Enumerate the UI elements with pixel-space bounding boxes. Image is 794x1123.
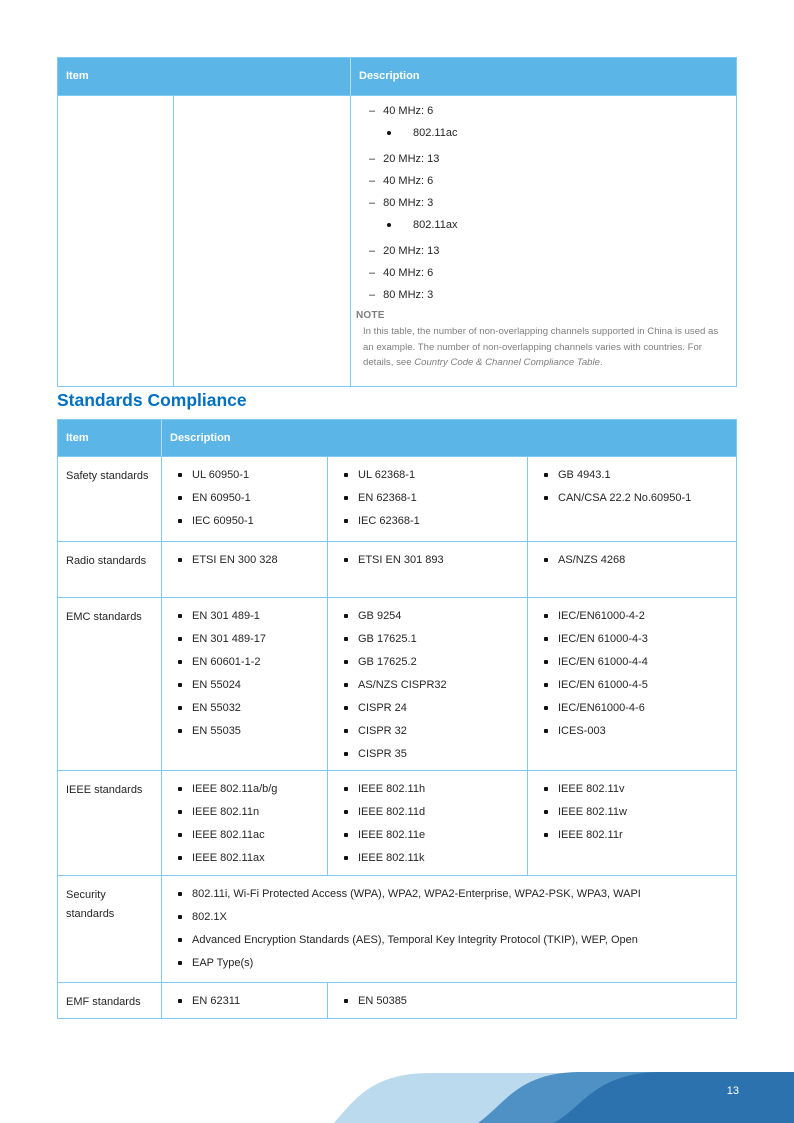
bullet-icon (178, 683, 182, 687)
description-column (528, 771, 736, 875)
standard-item-label: EN 62311 (192, 995, 241, 1007)
dash-icon: – (369, 175, 376, 187)
note-label: NOTE (356, 310, 385, 321)
list-item (369, 152, 724, 166)
description-column (528, 542, 736, 597)
bullet-icon (344, 729, 348, 733)
bullet-icon (178, 706, 182, 710)
standard-item (178, 655, 323, 669)
description-column (328, 542, 528, 597)
description-column (528, 598, 736, 770)
standard-item-label: IEEE 802.11e (358, 829, 426, 841)
standard-item (344, 468, 523, 482)
standard-item-label: IEC/EN61000-4-6 (558, 702, 645, 714)
standard-item-label: ETSI EN 301 893 (358, 554, 444, 566)
table-row (58, 770, 736, 875)
bullet-icon (544, 787, 548, 791)
bullet-icon (344, 706, 348, 710)
bullet-icon (178, 496, 182, 500)
row-description (162, 598, 736, 770)
bullet-icon (344, 683, 348, 687)
standard-item-label: EN 55032 (192, 702, 241, 714)
bullet-icon (544, 660, 548, 664)
note-text-after: . (599, 357, 603, 368)
standard-item-label: IEC/EN 61000-4-4 (558, 656, 648, 668)
standard-item (544, 632, 732, 646)
bullet-icon (344, 660, 348, 664)
table-row (58, 456, 736, 541)
bullet-icon (344, 856, 348, 860)
bullet-icon (544, 637, 548, 641)
description-column (328, 983, 736, 1018)
row-description (162, 771, 736, 875)
standards-compliance-table (57, 419, 737, 1019)
dash-icon: – (369, 105, 376, 117)
standard-item-label: GB 17625.2 (358, 656, 417, 668)
table1-description-cell (351, 96, 736, 386)
list-item-label: 40 MHz: 6 (383, 175, 434, 187)
standard-item (344, 805, 523, 819)
standard-item-label: IEC/EN61000-4-2 (558, 610, 645, 622)
standard-item (544, 655, 732, 669)
standard-item-label: EN 60950-1 (192, 492, 251, 504)
standard-item (544, 828, 732, 842)
standard-item-label: UL 62368-1 (358, 469, 416, 481)
table-row (58, 875, 736, 982)
bullet-icon (544, 496, 548, 500)
standard-item (344, 655, 523, 669)
list-item-label: 20 MHz: 13 (383, 153, 440, 165)
row-description (162, 876, 736, 982)
list-item (387, 218, 724, 232)
standard-item (178, 701, 323, 715)
list-item-label: 40 MHz: 6 (383, 105, 434, 117)
standard-item-label: GB 9254 (358, 610, 402, 622)
standard-item (344, 632, 523, 646)
standard-item-label: IEEE 802.11a/b/g (192, 783, 278, 795)
row-item-label: IEEE standards (58, 771, 162, 875)
standard-item (178, 887, 732, 901)
list-item-label: 80 MHz: 3 (383, 289, 434, 301)
standard-item (178, 828, 323, 842)
note-text-before: In this table, the number of non-overlapping channels supported in China is used as an example. The number of non-overlapping channels varies with countries. For details, see (363, 326, 719, 368)
list-item-label: 802.11ax (413, 219, 458, 231)
column-header-description: Description (359, 70, 420, 82)
description-column (328, 771, 528, 875)
dash-icon: – (369, 245, 376, 257)
bullet-icon (178, 961, 182, 965)
description-column (162, 457, 328, 541)
bullet-icon (387, 131, 391, 135)
standard-item (178, 994, 323, 1008)
row-item-label: Radio standards (58, 542, 162, 597)
standard-item-label: IEEE 802.11r (558, 829, 623, 841)
standard-item (544, 678, 732, 692)
standard-item-label: CISPR 35 (358, 748, 407, 760)
row-item-label: EMC standards (58, 598, 162, 770)
description-column (528, 457, 736, 541)
note-text-italic: Country Code & Channel Compliance Table (414, 357, 600, 368)
bullet-icon (178, 637, 182, 641)
channels-table-body (58, 95, 736, 386)
standard-item-label: ICES-003 (558, 725, 606, 737)
bullet-icon (178, 519, 182, 523)
list-item-label: 20 MHz: 13 (383, 245, 440, 257)
standard-item-label: CISPR 24 (358, 702, 407, 714)
row-item-label: EMF standards (58, 983, 162, 1018)
standard-item-label: EN 50385 (358, 995, 407, 1007)
standard-item-label: EN 55035 (192, 725, 241, 737)
standard-item (344, 782, 523, 796)
standard-item (544, 491, 732, 505)
standard-item (544, 782, 732, 796)
standard-item (544, 805, 732, 819)
bullet-icon (178, 915, 182, 919)
bullet-icon (344, 787, 348, 791)
standard-item (178, 609, 323, 623)
table-row (58, 597, 736, 770)
standard-item-label: IEC/EN 61000-4-5 (558, 679, 648, 691)
bullet-icon (544, 473, 548, 477)
bullet-icon (178, 810, 182, 814)
channel-list (356, 104, 724, 302)
standard-item (178, 956, 732, 970)
standard-item (344, 724, 523, 738)
bullet-icon (178, 892, 182, 896)
list-item (369, 288, 724, 302)
standard-item-label: 802.1X (192, 911, 227, 923)
bullet-icon (178, 856, 182, 860)
bullet-icon (178, 938, 182, 942)
standard-item (344, 701, 523, 715)
standard-item-label: GB 4943.1 (558, 469, 611, 481)
list-item (369, 104, 724, 118)
standard-item (344, 609, 523, 623)
description-column (328, 457, 528, 541)
standard-item (544, 724, 732, 738)
bullet-icon (344, 558, 348, 562)
standard-item-label: 802.11i, Wi-Fi Protected Access (WPA), WPA2, WPA2-Enterprise, WPA2-PSK, WPA3, WAPI (192, 888, 641, 900)
standard-item (344, 553, 523, 567)
channels-table (57, 57, 737, 387)
standard-item-label: CISPR 32 (358, 725, 407, 737)
standards-table-header (58, 420, 736, 456)
standard-item-label: ETSI EN 300 328 (192, 554, 278, 566)
standard-item-label: EN 62368-1 (358, 492, 417, 504)
standard-item-label: IEEE 802.11d (358, 806, 426, 818)
bullet-icon (544, 614, 548, 618)
standard-item-label: IEC 60950-1 (192, 515, 254, 527)
bullet-icon (178, 787, 182, 791)
standard-item (178, 553, 323, 567)
standard-item (544, 553, 732, 567)
column-header-item: Item (66, 432, 89, 444)
bullet-icon (344, 833, 348, 837)
standard-item (178, 632, 323, 646)
description-column (162, 598, 328, 770)
column-header-item: Item (66, 70, 89, 82)
standard-item-label: IEEE 802.11h (358, 783, 426, 795)
bullet-icon (178, 473, 182, 477)
standard-item (178, 491, 323, 505)
bullet-icon (544, 558, 548, 562)
description-column (328, 598, 528, 770)
dash-icon: – (369, 289, 376, 301)
standard-item-label: CAN/CSA 22.2 No.60950-1 (558, 492, 692, 504)
standard-item-label: GB 17625.1 (358, 633, 417, 645)
standards-table-rows (58, 456, 736, 1018)
standard-item-label: EAP Type(s) (192, 957, 254, 969)
standard-item (544, 609, 732, 623)
standard-item-label: EN 301 489-17 (192, 633, 266, 645)
standard-item-label: IEEE 802.11n (192, 806, 260, 818)
dash-icon: – (369, 153, 376, 165)
standard-item-label: IEEE 802.11w (558, 806, 627, 818)
bullet-icon (178, 999, 182, 1003)
bullet-icon (544, 706, 548, 710)
bullet-icon (344, 614, 348, 618)
standard-item (178, 805, 323, 819)
note-text (363, 324, 724, 371)
bullet-icon (544, 683, 548, 687)
description-column (162, 876, 736, 982)
standard-item (544, 468, 732, 482)
page-number: 13 (726, 1085, 739, 1097)
bullet-icon (344, 519, 348, 523)
standard-item (178, 910, 732, 924)
standard-item-label: IEEE 802.11ax (192, 852, 265, 864)
standard-item-label: IEC 62368-1 (358, 515, 420, 527)
list-item-label: 802.11ac (413, 127, 458, 139)
bullet-icon (344, 999, 348, 1003)
standard-item (344, 747, 523, 761)
standard-item-label: UL 60950-1 (192, 469, 250, 481)
table1-empty-cell-2 (174, 96, 351, 386)
dash-icon: – (369, 267, 376, 279)
list-item-label: 40 MHz: 6 (383, 267, 434, 279)
standard-item (344, 678, 523, 692)
standard-item (344, 828, 523, 842)
bullet-icon (344, 810, 348, 814)
bullet-icon (544, 833, 548, 837)
table-row (58, 982, 736, 1018)
standard-item (178, 851, 323, 865)
standard-item (344, 491, 523, 505)
table-row (58, 541, 736, 597)
list-item (369, 174, 724, 188)
bullet-icon (178, 660, 182, 664)
list-item (387, 126, 724, 140)
description-column (162, 771, 328, 875)
standard-item-label: EN 301 489-1 (192, 610, 260, 622)
row-description (162, 542, 736, 597)
bullet-icon (178, 614, 182, 618)
standard-item (344, 994, 732, 1008)
row-description (162, 457, 736, 541)
bullet-icon (344, 637, 348, 641)
standard-item-label: IEC/EN 61000-4-3 (558, 633, 648, 645)
table1-empty-cell-1 (58, 96, 174, 386)
standard-item (178, 724, 323, 738)
list-item (369, 196, 724, 210)
bullet-icon (178, 729, 182, 733)
dash-icon: – (369, 197, 376, 209)
standard-item-label: IEEE 802.11ac (192, 829, 265, 841)
list-item-label: 80 MHz: 3 (383, 197, 434, 209)
bullet-icon (544, 729, 548, 733)
bullet-icon (178, 558, 182, 562)
page-title: Standards Compliance (57, 390, 247, 410)
footer-wave-graphic (0, 1060, 794, 1123)
bullet-icon (344, 752, 348, 756)
row-item-label: Safety standards (58, 457, 162, 541)
standard-item (178, 782, 323, 796)
standard-item (178, 933, 732, 947)
description-column (162, 542, 328, 597)
standard-item (178, 514, 323, 528)
row-item-label: Security standards (58, 876, 162, 982)
standard-item-label: AS/NZS CISPR32 (358, 679, 447, 691)
bullet-icon (387, 223, 391, 227)
standard-item (344, 851, 523, 865)
standard-item-label: IEEE 802.11v (558, 783, 625, 795)
standard-item-label: Advanced Encryption Standards (AES), Temporal Key Integrity Protocol (TKIP), WEP, Open (192, 934, 638, 946)
list-item (369, 244, 724, 258)
standard-item-label: EN 55024 (192, 679, 241, 691)
list-item (369, 266, 724, 280)
bullet-icon (178, 833, 182, 837)
standard-item (178, 468, 323, 482)
description-column (162, 983, 328, 1018)
bullet-icon (344, 473, 348, 477)
standard-item (178, 678, 323, 692)
channels-table-header (58, 58, 736, 95)
standard-item (544, 701, 732, 715)
row-description (162, 983, 736, 1018)
bullet-icon (344, 496, 348, 500)
standard-item-label: EN 60601-1-2 (192, 656, 261, 668)
standard-item (344, 514, 523, 528)
bullet-icon (544, 810, 548, 814)
standard-item-label: AS/NZS 4268 (558, 554, 626, 566)
standard-item-label: IEEE 802.11k (358, 852, 425, 864)
column-header-description: Description (170, 432, 231, 444)
